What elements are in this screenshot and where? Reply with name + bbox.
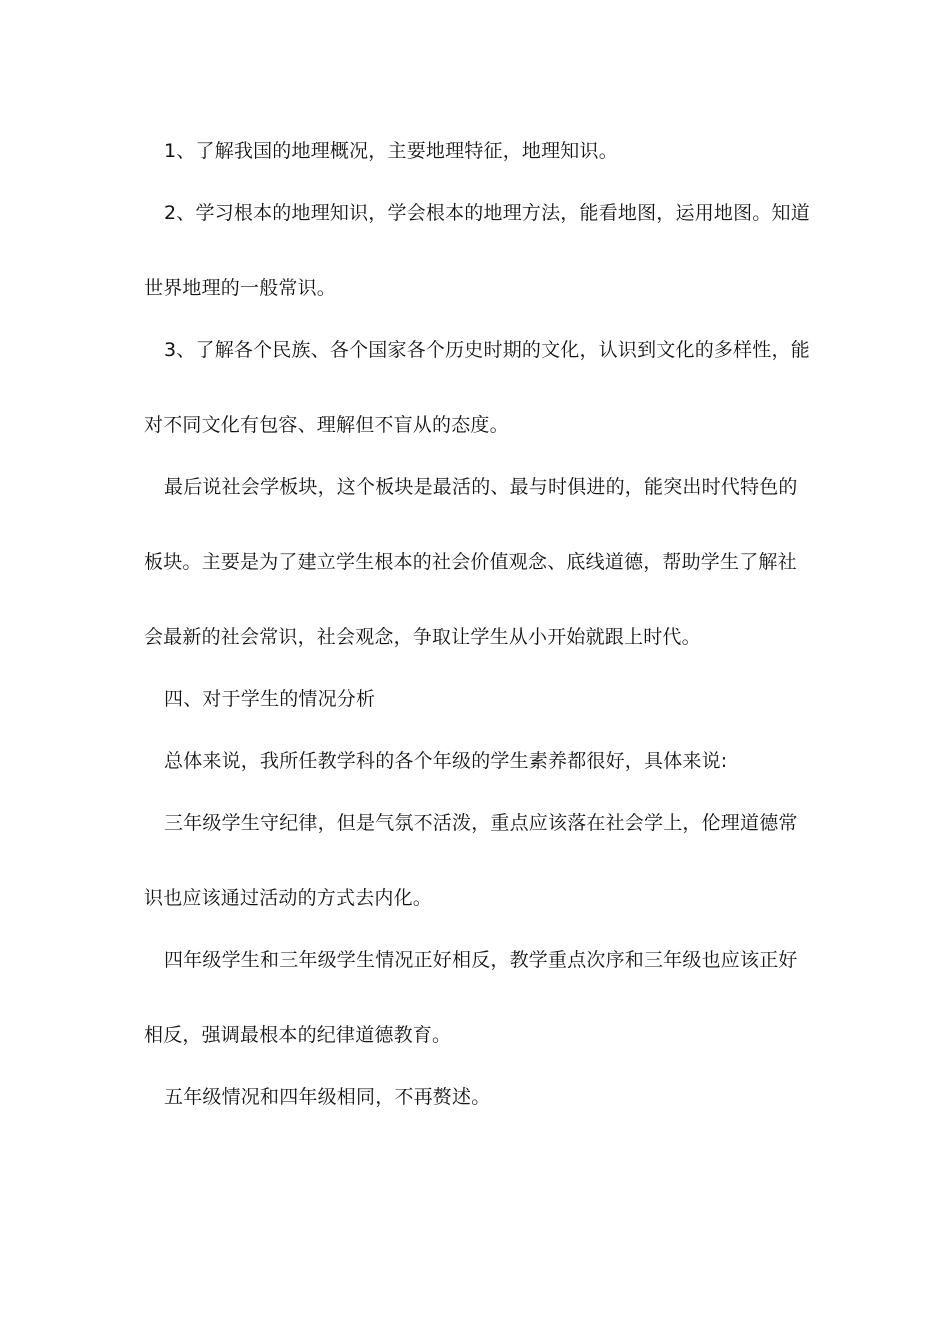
paragraph-line: 三年级学生守纪律，但是气氛不活泼，重点应该落在社会学上，伦理道德常 [164, 812, 798, 834]
paragraph-line: 相反，强调最根本的纪律道德教育。 [144, 1024, 452, 1046]
paragraph-line: 世界地理的一般常识。 [144, 277, 337, 299]
section-heading: 四、对于学生的情况分析 [164, 688, 376, 710]
paragraph-line: 3、了解各个民族、各个国家各个历史时期的文化，认识到文化的多样性，能 [164, 339, 810, 361]
paragraph-line: 总体来说，我所任教学科的各个年级的学生素养都很好，具体来说: [164, 750, 728, 772]
paragraph-line: 五年级情况和四年级相同，不再赘述。 [164, 1086, 491, 1108]
paragraph-line: 四年级学生和三年级学生情况正好相反，教学重点次序和三年级也应该正好 [164, 949, 798, 971]
paragraph-line: 识也应该通过活动的方式去内化。 [144, 887, 433, 909]
paragraph-line: 会最新的社会常识，社会观念，争取让学生从小开始就跟上时代。 [144, 626, 701, 648]
paragraph-line: 2、学习根本的地理知识，学会根本的地理方法，能看地图，运用地图。知道 [164, 202, 810, 224]
paragraph-line: 1、了解我国的地理概况，主要地理特征，地理知识。 [164, 140, 618, 162]
paragraph-line: 最后说社会学板块，这个板块是最活的、最与时俱进的，能突出时代特色的 [164, 476, 798, 498]
paragraph-line: 对不同文化有包容、理解但不盲从的态度。 [144, 414, 509, 436]
paragraph-line: 板块。主要是为了建立学生根本的社会价值观念、底线道德，帮助学生了解社 [144, 551, 797, 573]
